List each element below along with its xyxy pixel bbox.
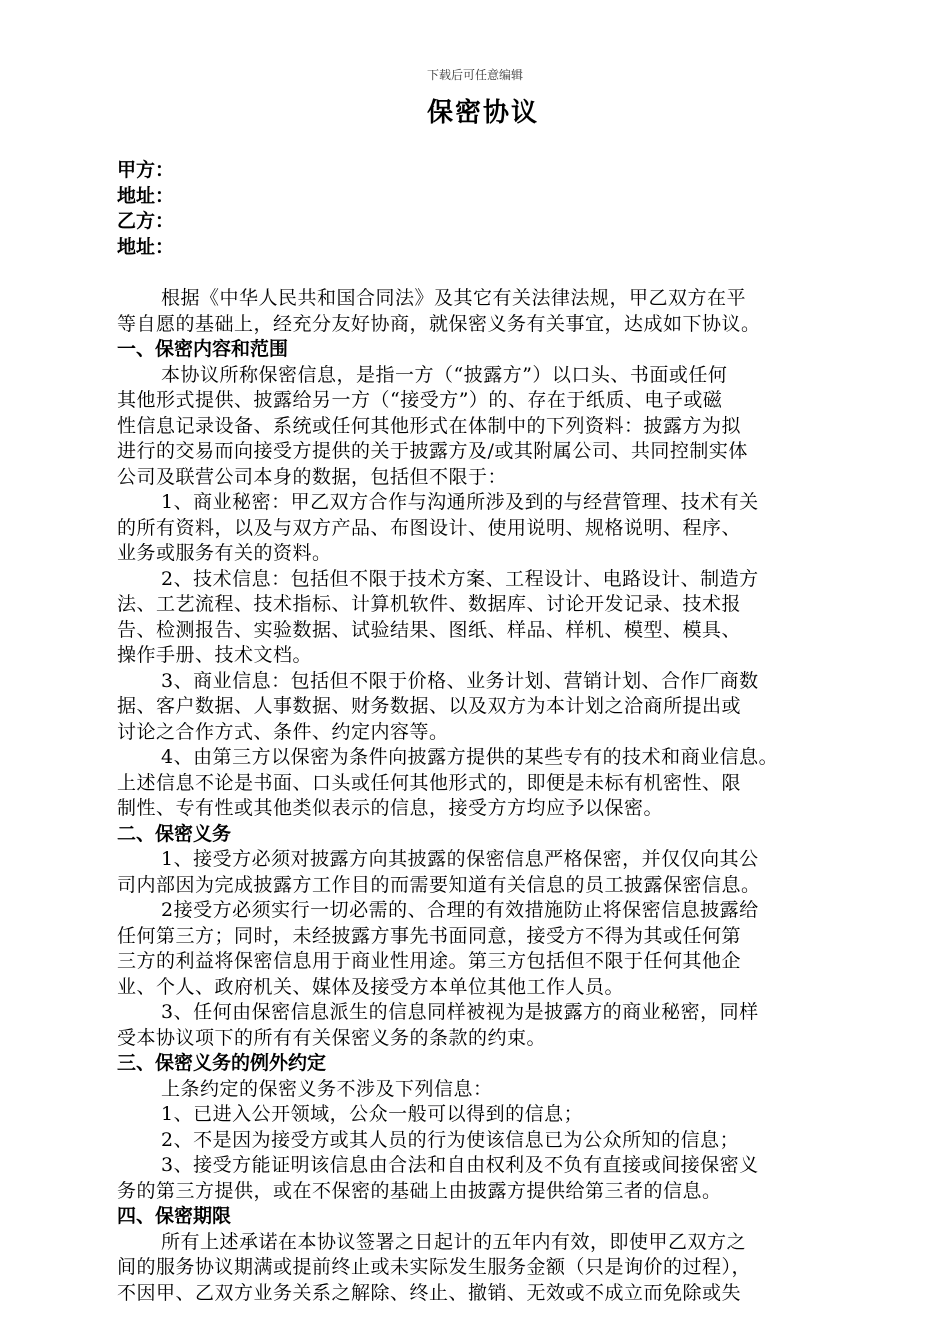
paragraph-line: 3、任何由保密信息派生的信息同样被视为是披露方的商业秘密，同样 xyxy=(161,1001,759,1023)
paragraph-line: 进行的交易而向接受方提供的关于披露方及/或其附属公司、共同控制实体 xyxy=(117,440,748,462)
paragraph-line: 据、客户数据、人事数据、财务数据、以及双方为本计划之洽商所提出或 xyxy=(117,695,742,717)
document-title: 保密协议 xyxy=(426,98,539,128)
paragraph-line: 司内部因为完成披露方工作目的而需要知道有关信息的员工披露保密信息。 xyxy=(117,873,761,896)
paragraph-line: 的所有资料，以及与双方产品、布图设计、使用说明、规格说明、程序、 xyxy=(117,516,742,539)
paragraph-line: 告、检测报告、实验数据、试验结果、图纸、样品、样机、模型、模具、 xyxy=(117,618,742,641)
paragraph-line: 制性、专有性或其他类似表示的信息，接受方方均应予以保密。 xyxy=(117,797,664,819)
section-heading: 三、保密义务的例外约定 xyxy=(117,1052,327,1074)
paragraph-line: 2、不是因为接受方或其人员的行为使该信息已为公众所知的信息； xyxy=(161,1128,740,1151)
paragraph-line: 公司及联营公司本身的数据，包括但不限于： xyxy=(117,465,508,488)
paragraph-line: 务的第三方提供，或在不保密的基础上由披露方提供给第三者的信息。 xyxy=(117,1179,722,1202)
paragraph-line: 所有上述承诺在本协议签署之日起计的五年内有效，即使甲乙双方之 xyxy=(161,1230,747,1253)
paragraph-line: 上述信息不论是书面、口头或任何其他形式的，即便是未标有机密性、限 xyxy=(117,771,742,794)
paragraph-line: 间的服务协议期满或提前终止或未实际发生服务金额（只是询价的过程）， xyxy=(117,1256,752,1278)
section-heading: 二、保密义务 xyxy=(117,822,232,845)
paragraph-line: 2接受方必须实行一切必需的、合理的有效措施防止将保密信息披露给 xyxy=(161,899,759,921)
paragraph-line: 4、由第三方以保密为条件向披露方提供的某些专有的技术和商业信息。 xyxy=(161,746,779,768)
header-note: 下载后可任意编辑 xyxy=(426,68,523,82)
paragraph-line: 1、接受方必须对披露方向其披露的保密信息严格保密，并仅仅向其公 xyxy=(161,848,759,870)
paragraph-line: 任何第三方；同时，未经披露方事先书面同意，接受方不得为其或任何第 xyxy=(117,924,742,947)
paragraph-line: 3、商业信息：包括但不限于价格、业务计划、营销计划、合作厂商数 xyxy=(161,669,759,692)
paragraph-line: 不因甲、乙双方业务关系之解除、终止、撤销、无效或不成立而免除或失 xyxy=(117,1281,742,1304)
paragraph-line: 3、接受方能证明该信息由合法和自由权利及不负有直接或间接保密义 xyxy=(161,1154,759,1176)
party-a-label: 甲方： xyxy=(117,159,175,181)
parties-block xyxy=(117,158,174,260)
party-b-address-label: 地址： xyxy=(117,235,175,258)
section-heading: 一、保密内容和范围 xyxy=(117,338,289,360)
paragraph-line: 本协议所称保密信息，是指一方（“披露方”）以口头、书面或任何 xyxy=(161,363,728,386)
paragraph-line: 三方的利益将保密信息用于商业性用途。第三方包括但不限于任何其他企 xyxy=(117,950,742,972)
paragraph-line: 讨论之合作方式、条件、约定内容等。 xyxy=(117,720,449,743)
paragraph-line: 上条约定的保密义务不涉及下列信息： xyxy=(161,1077,493,1100)
paragraph-line: 法、工艺流程、技术指标、计算机软件、数据库、讨论开发记录、技术报 xyxy=(117,593,742,615)
party-b-label: 乙方： xyxy=(117,210,175,232)
paragraph-line: 根据《中华人民共和国合同法》及其它有关法律法规，甲乙双方在平 xyxy=(161,287,747,309)
paragraph-line: 1、商业秘密：甲乙双方合作与沟通所涉及到的与经营管理、技术有关 xyxy=(161,491,759,513)
party-a-address-label: 地址： xyxy=(117,184,175,207)
section-heading: 四、保密期限 xyxy=(117,1205,232,1227)
paragraph-line: 性信息记录设备、系统或任何其他形式在体制中的下列资料：披露方为拟 xyxy=(117,414,742,437)
paragraph-line: 2、技术信息：包括但不限于技术方案、工程设计、电路设计、制造方 xyxy=(161,567,759,590)
agreement-body xyxy=(117,286,852,1306)
paragraph-line: 业务或服务有关的资料。 xyxy=(117,542,332,564)
paragraph-line: 等自愿的基础上，经充分友好协商，就保密义务有关事宜，达成如下协议。 xyxy=(117,312,761,335)
paragraph-line: 受本协议项下的所有有关保密义务的条款的约束。 xyxy=(117,1026,547,1049)
paragraph-line: 其他形式提供、披露给另一方（“接受方”）的、存在于纸质、电子或磁 xyxy=(117,389,723,411)
paragraph-line: 操作手册、技术文档。 xyxy=(117,644,313,666)
paragraph-line: 业、个人、政府机关、媒体及接受方本单位其他工作人员。 xyxy=(117,975,625,998)
paragraph-line: 1、已进入公开领域，公众一般可以得到的信息； xyxy=(161,1103,584,1125)
